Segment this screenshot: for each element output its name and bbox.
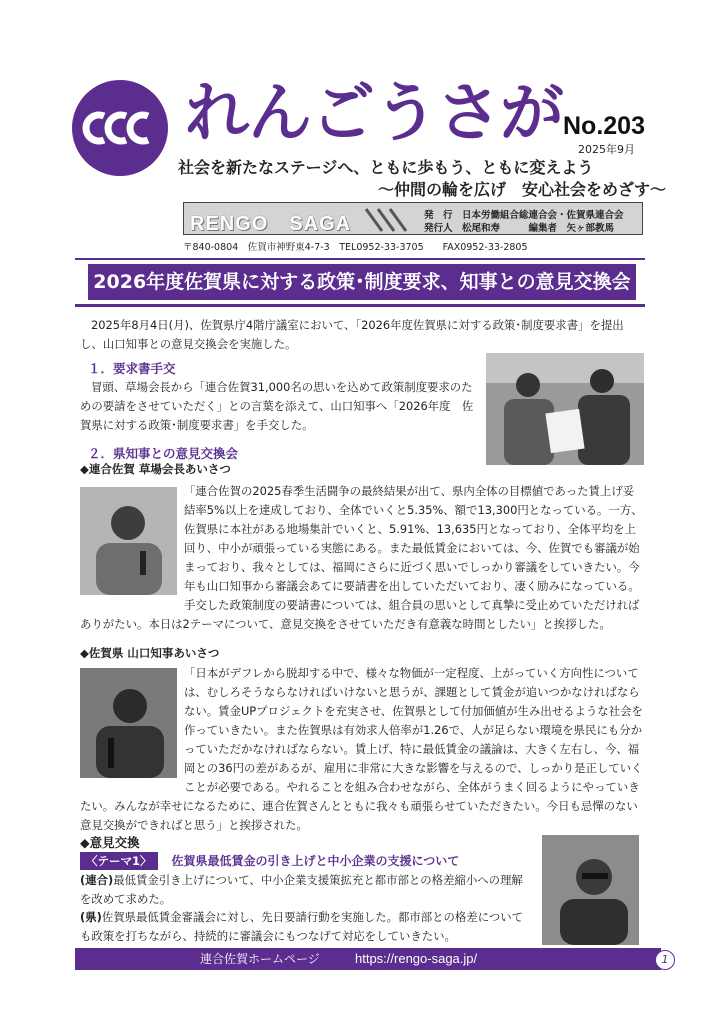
section-heading-1: １．要求書手交	[88, 361, 176, 376]
headline-banner: 2026年度佐賀県に対する政策･制度要求、知事との意見交換会	[88, 264, 636, 300]
intro-paragraph: 2025年8月4日(月)、佐賀県庁4階庁議室において、「2026年度佐賀県に対する政策･制度要求書」を提出し、山口知事との意見交換会を実施した。	[80, 318, 624, 351]
theme-tag: 〈テーマ1〉	[80, 852, 158, 870]
prefecture-label: (県)	[80, 910, 102, 924]
publisher-info-bar	[183, 202, 643, 235]
rengo-text: 最低賃金引き上げについて、中小企業支援策拡充と都市部との格差縮小への理解を改めて求めた。	[80, 873, 523, 906]
footer-bar	[75, 948, 661, 970]
speech-title-yamaguchi: ◆佐賀県 山口知事あいさつ	[80, 646, 220, 660]
newsletter-title: れんごうさが	[185, 77, 563, 151]
prefecture-statement	[80, 908, 534, 946]
rengo-logo	[70, 78, 170, 178]
footer-label: 連合佐賀ホームページ	[200, 952, 320, 966]
publisher-line-1: 発 行 日本労働組合総連合会・佐賀県連合会	[424, 210, 624, 221]
issue-date: 2025年9月	[578, 143, 635, 156]
slogan-line-2: 〜仲間の輪を広げ 安心社会をめざす〜	[378, 180, 667, 199]
yamaguchi-speech-text: 「日本がデフレから脱却する中で、様々な物価が一定程度、上がっていく方向性については、むしろそうならなければいけないと思うが、課題として賃金が追いつかなければならない。賃金UPプロジェクトを充実させ、佐賀県として付加価値が生み出せるような社会を作っていきたい。また佐賀県は有効求人倍率が1.26で、人が足らない環境を県民にも分かっていただかなければならない。賃上げ、特に最低賃金の議論は、大きく左右し、今、福岡との36円の差があるが、雇用に非常に大きな影響を与えるので、しっかり是正していくことが必要である。やれることを組み合わせながら、全体がうまく回るようにやっていきたい。みんなが幸せになるために、連合佐賀さんとともに我々も頑張らせていただきたい。今日も忌憚のない意見交換ができればと思う」と挨拶された。	[80, 666, 643, 832]
section1-paragraph: 冒頭、草場会長から「連合佐賀31,000名の思いを込めて政策制度要求のための要請をさせていただく」との言葉を添えて、山口知事へ「2026年度 佐賀県に対する政策･制度要求書」を手交した。	[80, 380, 474, 432]
handover-photo	[486, 353, 644, 465]
publisher-line-2: 発行人 松尾和寿 編集者 矢ヶ部教馬	[424, 223, 615, 234]
slogan-line-1: 社会を新たなステージへ、ともに歩もう、ともに変えよう	[178, 158, 594, 177]
exchange-photo	[542, 835, 639, 945]
kusaba-speech	[80, 482, 645, 634]
exchange-title: ◆意見交換	[80, 835, 140, 850]
org-name: RENGO SAGA	[190, 213, 352, 235]
divider	[75, 304, 645, 307]
issue-number: No.203	[563, 112, 645, 140]
homepage-link[interactable]: https://rengo-saga.jp/	[355, 951, 478, 966]
theme-title: 佐賀県最低賃金の引き上げと中小企業の支援について	[171, 854, 460, 868]
rengo-statement	[80, 871, 534, 909]
prefecture-text: 佐賀県最低賃金審議会に対し、先日要請行動を実施した。都市部との格差についても政策を打ちながら、持続的に審議会にもつなげて対応をしていきたい。	[80, 910, 524, 943]
section-heading-2: ２．県知事との意見交換会	[88, 446, 239, 461]
speech-title-kusaba: ◆連合佐賀 草場会長あいさつ	[80, 462, 231, 476]
kusaba-speech-text: 「連合佐賀の2025春季生活闘争の最終結果が出て、県内全体の目標値であった賃上げ妥結率5%以上を達成しており、全体でいくと5.35%、額で13,300円となっている。一方、佐賀県に本社がある地場集計でいくと、5.91%、13,635円となっており、全体平均を上回り、中小が頑張っている実態にある。また最低賃金においては、今、佐賀でも審議が始まっており、我々としては、福岡にさらに近づく思いでしっかり審議をしていきたい。今年も山口知事から審議会あてに要請書を出していただいており、凄く励みになっている。手交した政策制度の要請書については、組合員の思いとして真摯に受止めていただければありがたい。本日は2テーマについて、意見交換をさせていただき有意義な時間としたい」と挨拶した。	[80, 484, 643, 631]
slash-decoration	[362, 207, 412, 237]
address-line: 〒840-0804 佐賀市神野東4-7-3 TEL0952-33-3705 FAX0952-33-2805	[183, 242, 528, 253]
rengo-label: (連合)	[80, 873, 114, 887]
yamaguchi-speech	[80, 664, 645, 835]
page-number: 1	[655, 950, 675, 970]
divider	[75, 258, 645, 260]
